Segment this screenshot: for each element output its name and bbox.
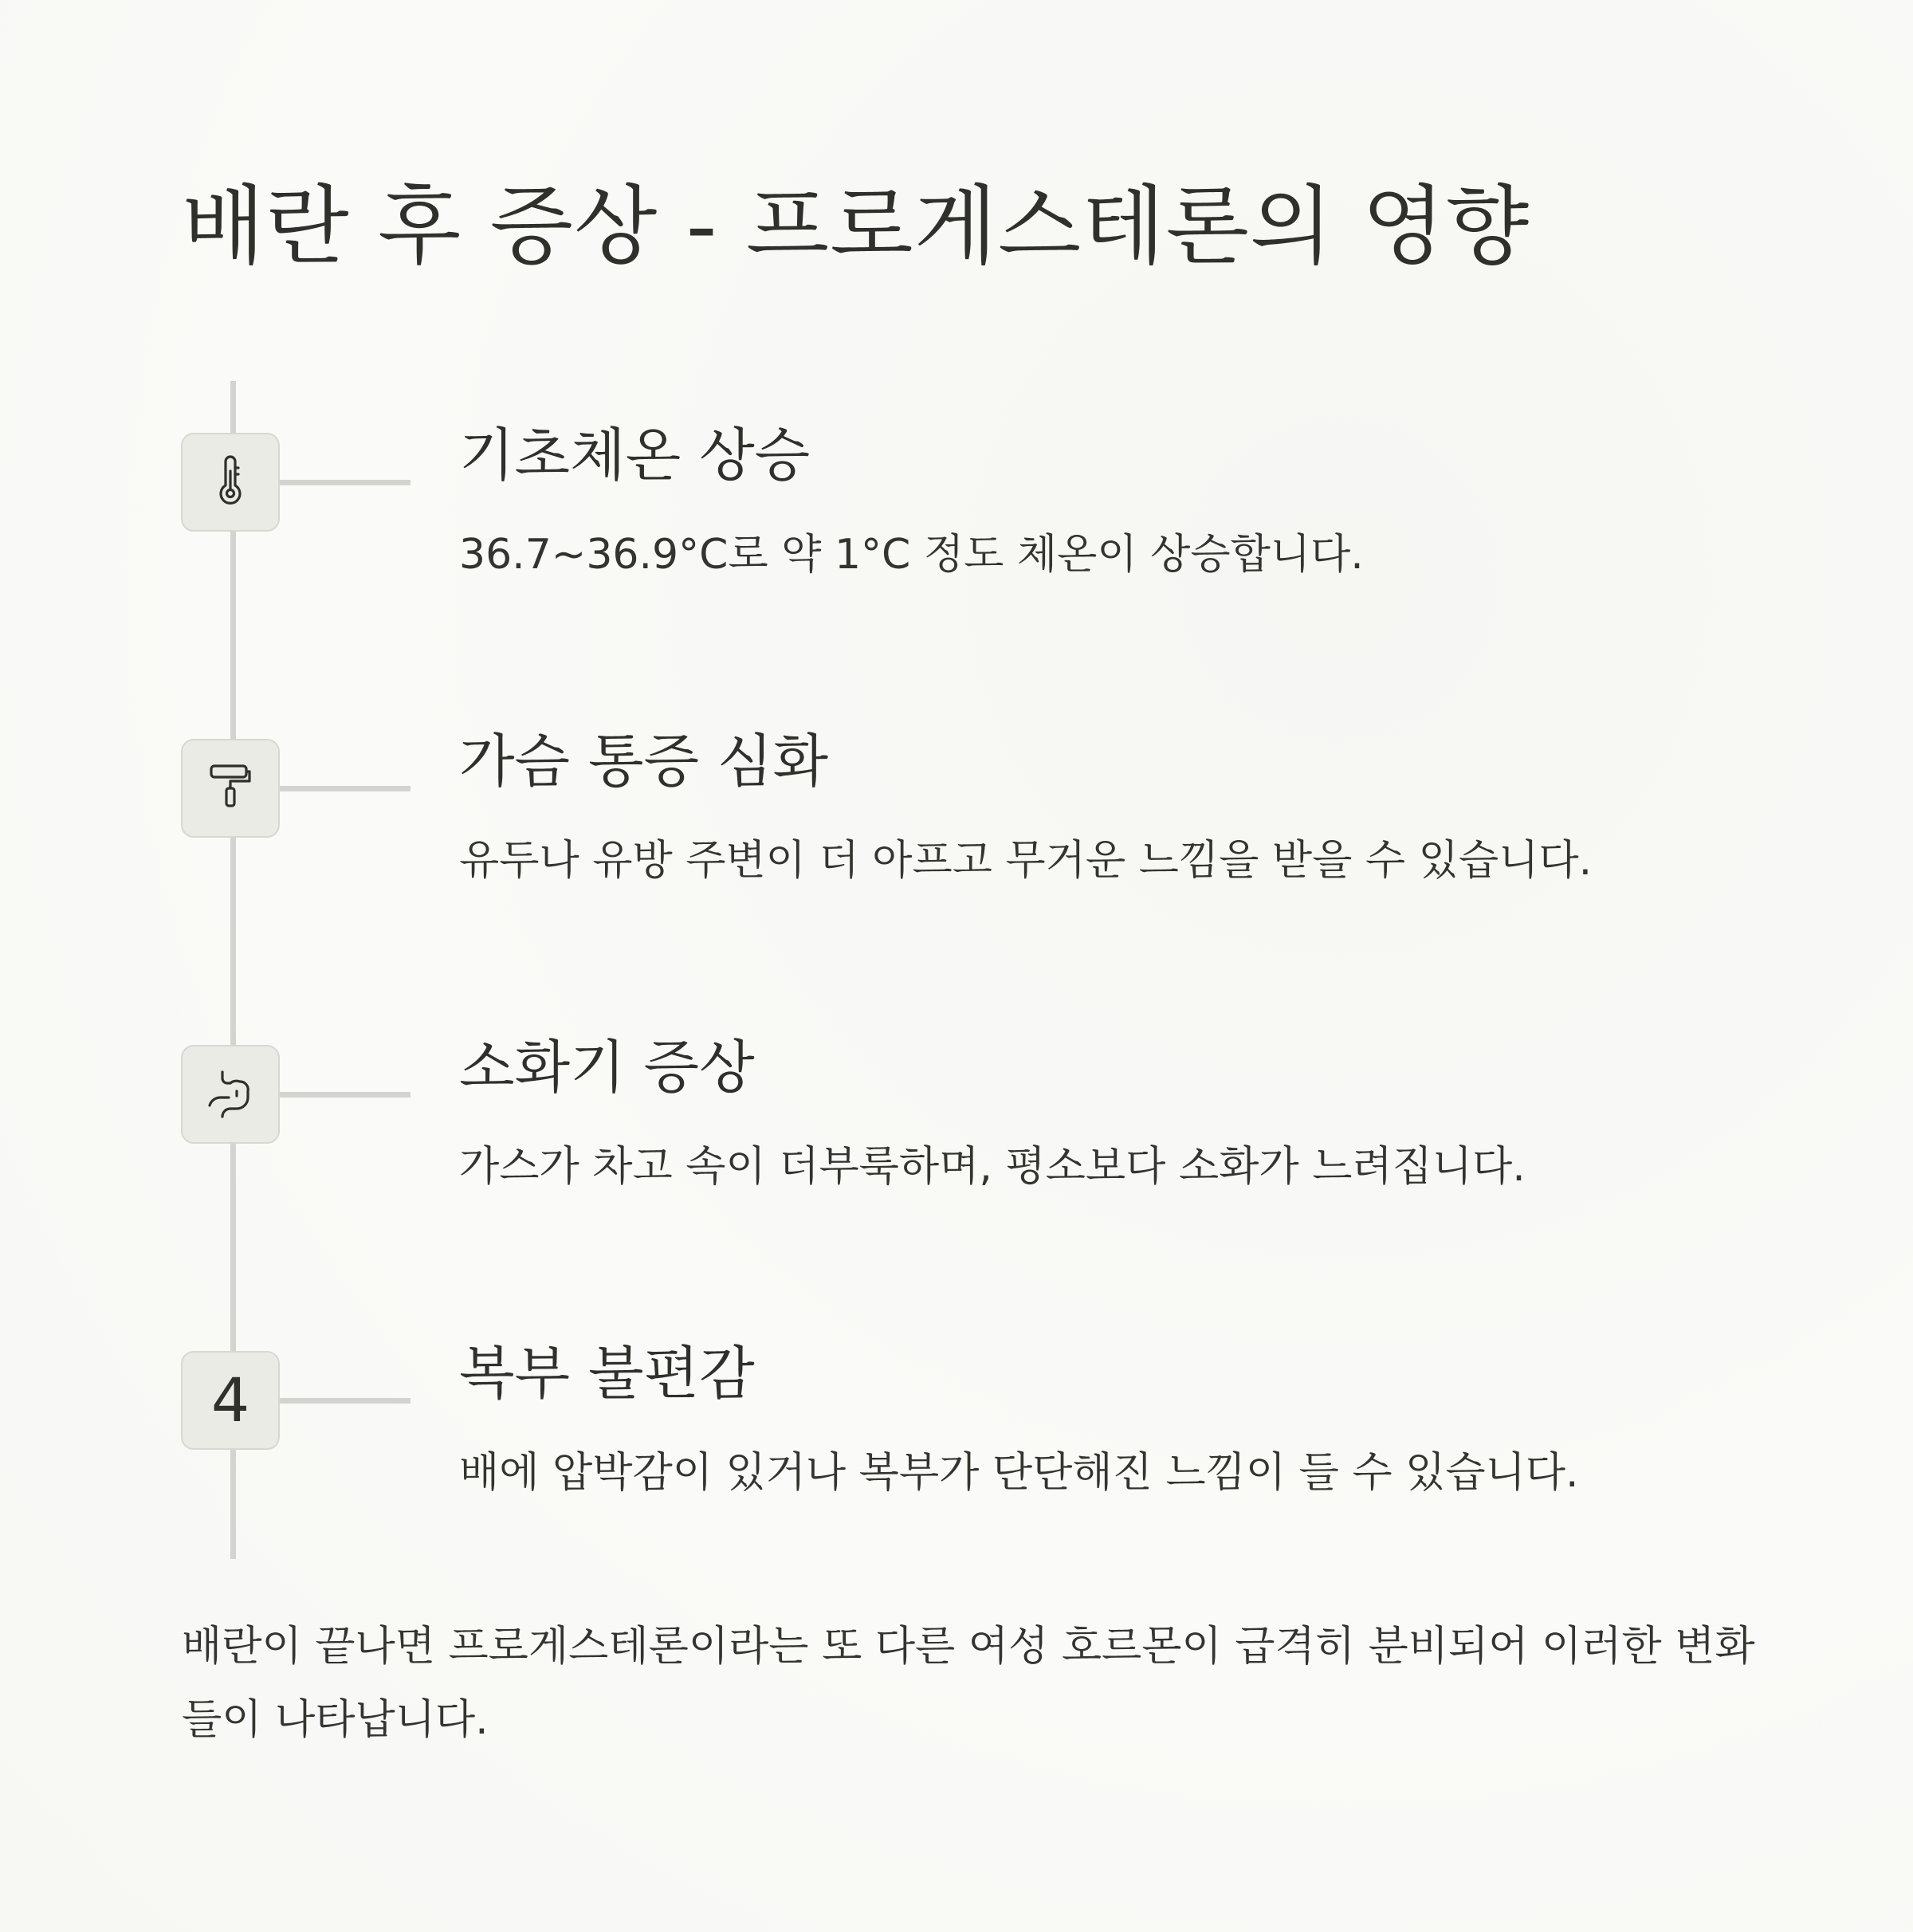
step-connector (280, 1398, 410, 1404)
step-connector (280, 786, 410, 791)
step-icon-box (181, 739, 280, 838)
step-description: 유두나 유방 주변이 더 아프고 무거운 느낌을 받을 수 있습니다. (459, 837, 1593, 885)
step-title: 기초체온 상승 (459, 422, 811, 489)
step-description: 배에 압박감이 있거나 복부가 단단해진 느낌이 들 수 있습니다. (459, 1449, 1579, 1497)
step-number: 4 (210, 1365, 250, 1435)
step-title: 복부 불편감 (459, 1340, 755, 1407)
step-connector (280, 1092, 410, 1098)
step-title: 소화기 증상 (459, 1034, 755, 1101)
timeline-step-abdominal (0, 1340, 1913, 1558)
thermometer-icon (205, 455, 256, 509)
timeline-step-breast-pain (0, 728, 1913, 946)
paint-roller-icon (205, 761, 256, 815)
step-title: 가슴 통증 심화 (459, 728, 829, 795)
timeline-step-basal-temperature (0, 422, 1913, 640)
step-icon-box (181, 433, 280, 532)
summary-text: 배란이 끝나면 프로게스테론이라는 또 다른 여성 호르몬이 급격히 분비되어 이러한 변화들이 나타납니다. (182, 1623, 1755, 1744)
timeline-step-digestive (0, 1034, 1913, 1252)
page-title: 배란 후 증상 - 프로게스테론의 영향 (182, 177, 1530, 277)
step-description: 36.7~36.9°C로 약 1°C 정도 체온이 상승합니다. (459, 531, 1364, 579)
step-connector (280, 480, 410, 485)
step-description: 가스가 차고 속이 더부룩하며, 평소보다 소화가 느려집니다. (459, 1143, 1526, 1191)
stomach-icon (205, 1067, 256, 1121)
step-icon-box (181, 1045, 280, 1144)
step-icon-box (181, 1351, 280, 1450)
